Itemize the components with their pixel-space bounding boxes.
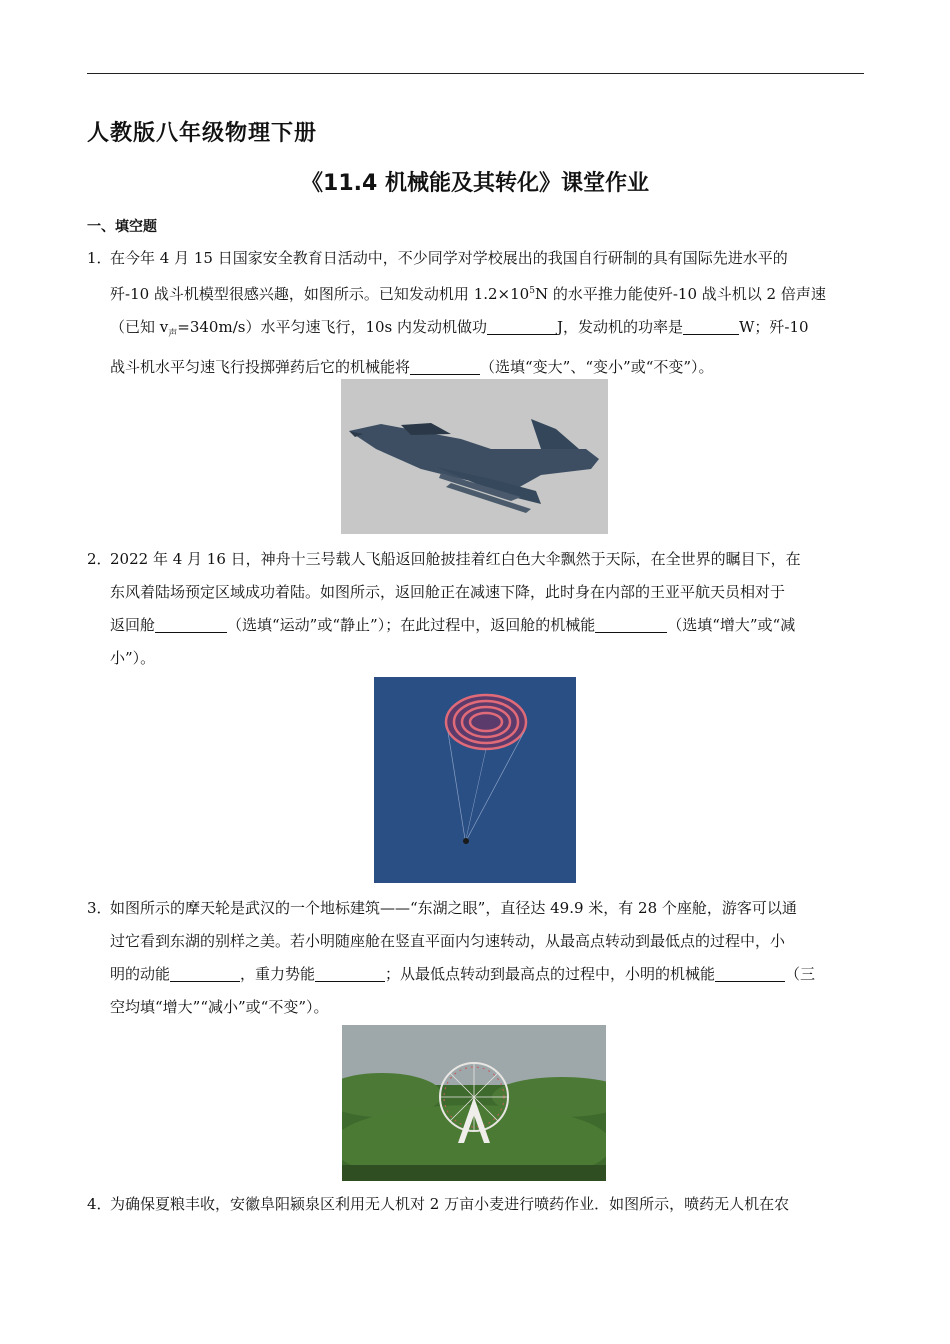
ferris-wheel-icon — [342, 1025, 606, 1181]
question-line: 返回舱 （选填“运动”或“静止”）；在此过程中，返回舱的机械能 （选填“增大”或“减 — [110, 616, 796, 634]
ferris-wheel-image — [342, 1025, 606, 1181]
question-line: 歼-10 战斗机模型很感兴趣，如图所示。已知发动机用 $1.2\times 10^5N$ 的水平推力能使歼-10 战斗机以 2 倍声速 — [110, 285, 826, 303]
question-line: 过它看到东湖的别样之美。若小明随座舱在竖直平面内匀速转动，从最高点转动到最低点的过程中，小 — [110, 932, 786, 950]
question-line: 东风着陆场预定区域成功着陆。如图所示，返回舱正在减速下降，此时身在内部的王亚平航天员相对于 — [110, 583, 786, 601]
question-line: 空均填“增大”“减小”或“不变”）。 — [110, 998, 329, 1016]
answer-blank[interactable] — [487, 316, 557, 335]
question-line: 为确保夏粮丰收，安徽阜阳颍泉区利用无人机对 2 万亩小麦进行喷药作业．如图所示，喷药无人机在农 — [110, 1195, 790, 1213]
answer-blank[interactable] — [715, 963, 785, 982]
question-number: 1． — [87, 249, 112, 267]
answer-blank[interactable] — [170, 963, 240, 982]
subject-heading: 人教版八年级物理下册 — [87, 121, 318, 146]
question-line: 在今年 4 月 15 日国家安全教育日活动中，不少同学对学校展出的我国自行研制的具有国际先进水平的 — [110, 249, 788, 267]
header-rule — [87, 73, 864, 74]
question-line: （已知 $v_声=340m/s$）水平匀速飞行，10s 内发动机做功 J，发动机的功率是 W；歼-10 — [110, 318, 809, 339]
question-number: 2． — [87, 550, 112, 568]
page-title: 《11.4 机械能及其转化》课堂作业 — [301, 171, 649, 196]
answer-blank[interactable] — [683, 316, 739, 335]
question-4 — [87, 1188, 864, 1221]
answer-blank[interactable] — [410, 356, 480, 375]
question-1 — [87, 242, 864, 384]
section-heading: 一、填空题 — [87, 219, 157, 235]
parachute-icon — [374, 677, 576, 883]
answer-blank[interactable] — [155, 614, 227, 633]
question-number: 3． — [87, 899, 112, 917]
question-line: 如图所示的摩天轮是武汉的一个地标建筑——“东湖之眼”，直径达 49.9 米，有 28 个座舱，游客可以通 — [110, 899, 797, 917]
question-2 — [87, 543, 864, 675]
answer-blank[interactable] — [595, 614, 667, 633]
fighter-jet-icon — [341, 379, 608, 534]
question-line: 明的动能 ，重力势能 ；从最低点转动到最高点的过程中，小明的机械能 （三 — [110, 965, 816, 983]
fighter-jet-image — [341, 379, 608, 534]
question-number: 4． — [87, 1195, 112, 1213]
parachute-image — [374, 677, 576, 883]
question-line: 2022 年 4 月 16 日，神舟十三号载人飞船返回舱披挂着红白色大伞飘然于天际，在全世界的瞩目下，在 — [110, 550, 801, 568]
question-line: 战斗机水平匀速飞行投掷弹药后它的机械能将 （选填“变大”、“变小”或“不变”）。 — [110, 358, 714, 376]
question-line: 小”）。 — [110, 649, 156, 667]
answer-blank[interactable] — [315, 963, 385, 982]
question-3 — [87, 892, 864, 1024]
